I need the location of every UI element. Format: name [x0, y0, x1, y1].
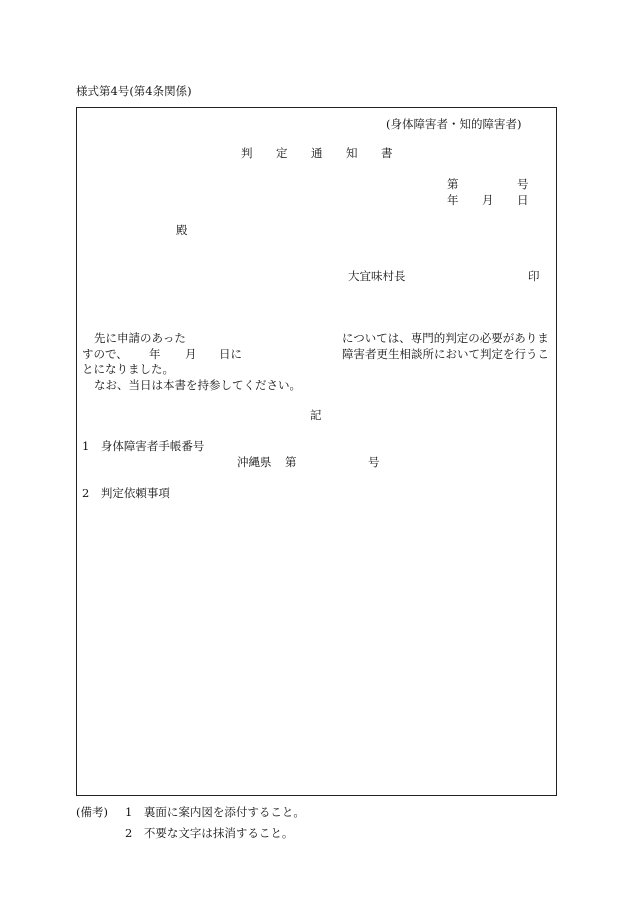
- title-char: 定: [276, 146, 288, 160]
- item2-label: 2 判定依頼事項: [82, 486, 170, 500]
- addressee-suffix: 殿: [176, 223, 188, 237]
- body-line2-year: 年: [149, 347, 161, 361]
- body-line2-month: 月: [185, 347, 197, 361]
- item1-number-prefix: 第: [285, 455, 297, 469]
- ki-marker: 記: [310, 408, 322, 422]
- date-month: 月: [482, 193, 494, 207]
- date-day: 日: [517, 193, 529, 207]
- body-line4: なお、当日は本書を持参してください。: [94, 378, 301, 392]
- item1-label: 1 身体障害者手帳番号: [82, 439, 205, 453]
- body-line2-end: 障害者更生相談所において判定を行うこ: [342, 347, 549, 361]
- note-item: 2 不要な文字は抹消すること。: [125, 826, 294, 840]
- issuer-name: 大宜味村長: [348, 269, 406, 283]
- title-char: 書: [381, 146, 393, 160]
- body-line2-start: すので、: [82, 347, 128, 361]
- body-line1-end: については、専門的判定の必要がありま: [342, 331, 549, 345]
- body-line1-start: 先に申請のあった: [94, 331, 186, 345]
- number-prefix: 第: [447, 177, 459, 191]
- item1-prefecture: 沖縄県: [237, 455, 272, 469]
- title-char: 判: [241, 146, 253, 160]
- item1-number-suffix: 号: [368, 455, 380, 469]
- number-suffix: 号: [517, 177, 529, 191]
- seal-mark: 印: [528, 269, 540, 283]
- date-year: 年: [447, 193, 459, 207]
- body-line3: とになりました。: [82, 362, 174, 376]
- note-item: 1 裏面に案内図を添付すること。: [125, 805, 305, 819]
- category-label: (身体障害者・知的障害者): [386, 117, 522, 131]
- title-char: 通: [311, 146, 323, 160]
- form-number: 様式第4号(第4条関係): [76, 84, 192, 98]
- title-char: 知: [346, 146, 358, 160]
- body-line2-day: 日に: [219, 347, 242, 361]
- notes-label: (備考): [76, 805, 108, 819]
